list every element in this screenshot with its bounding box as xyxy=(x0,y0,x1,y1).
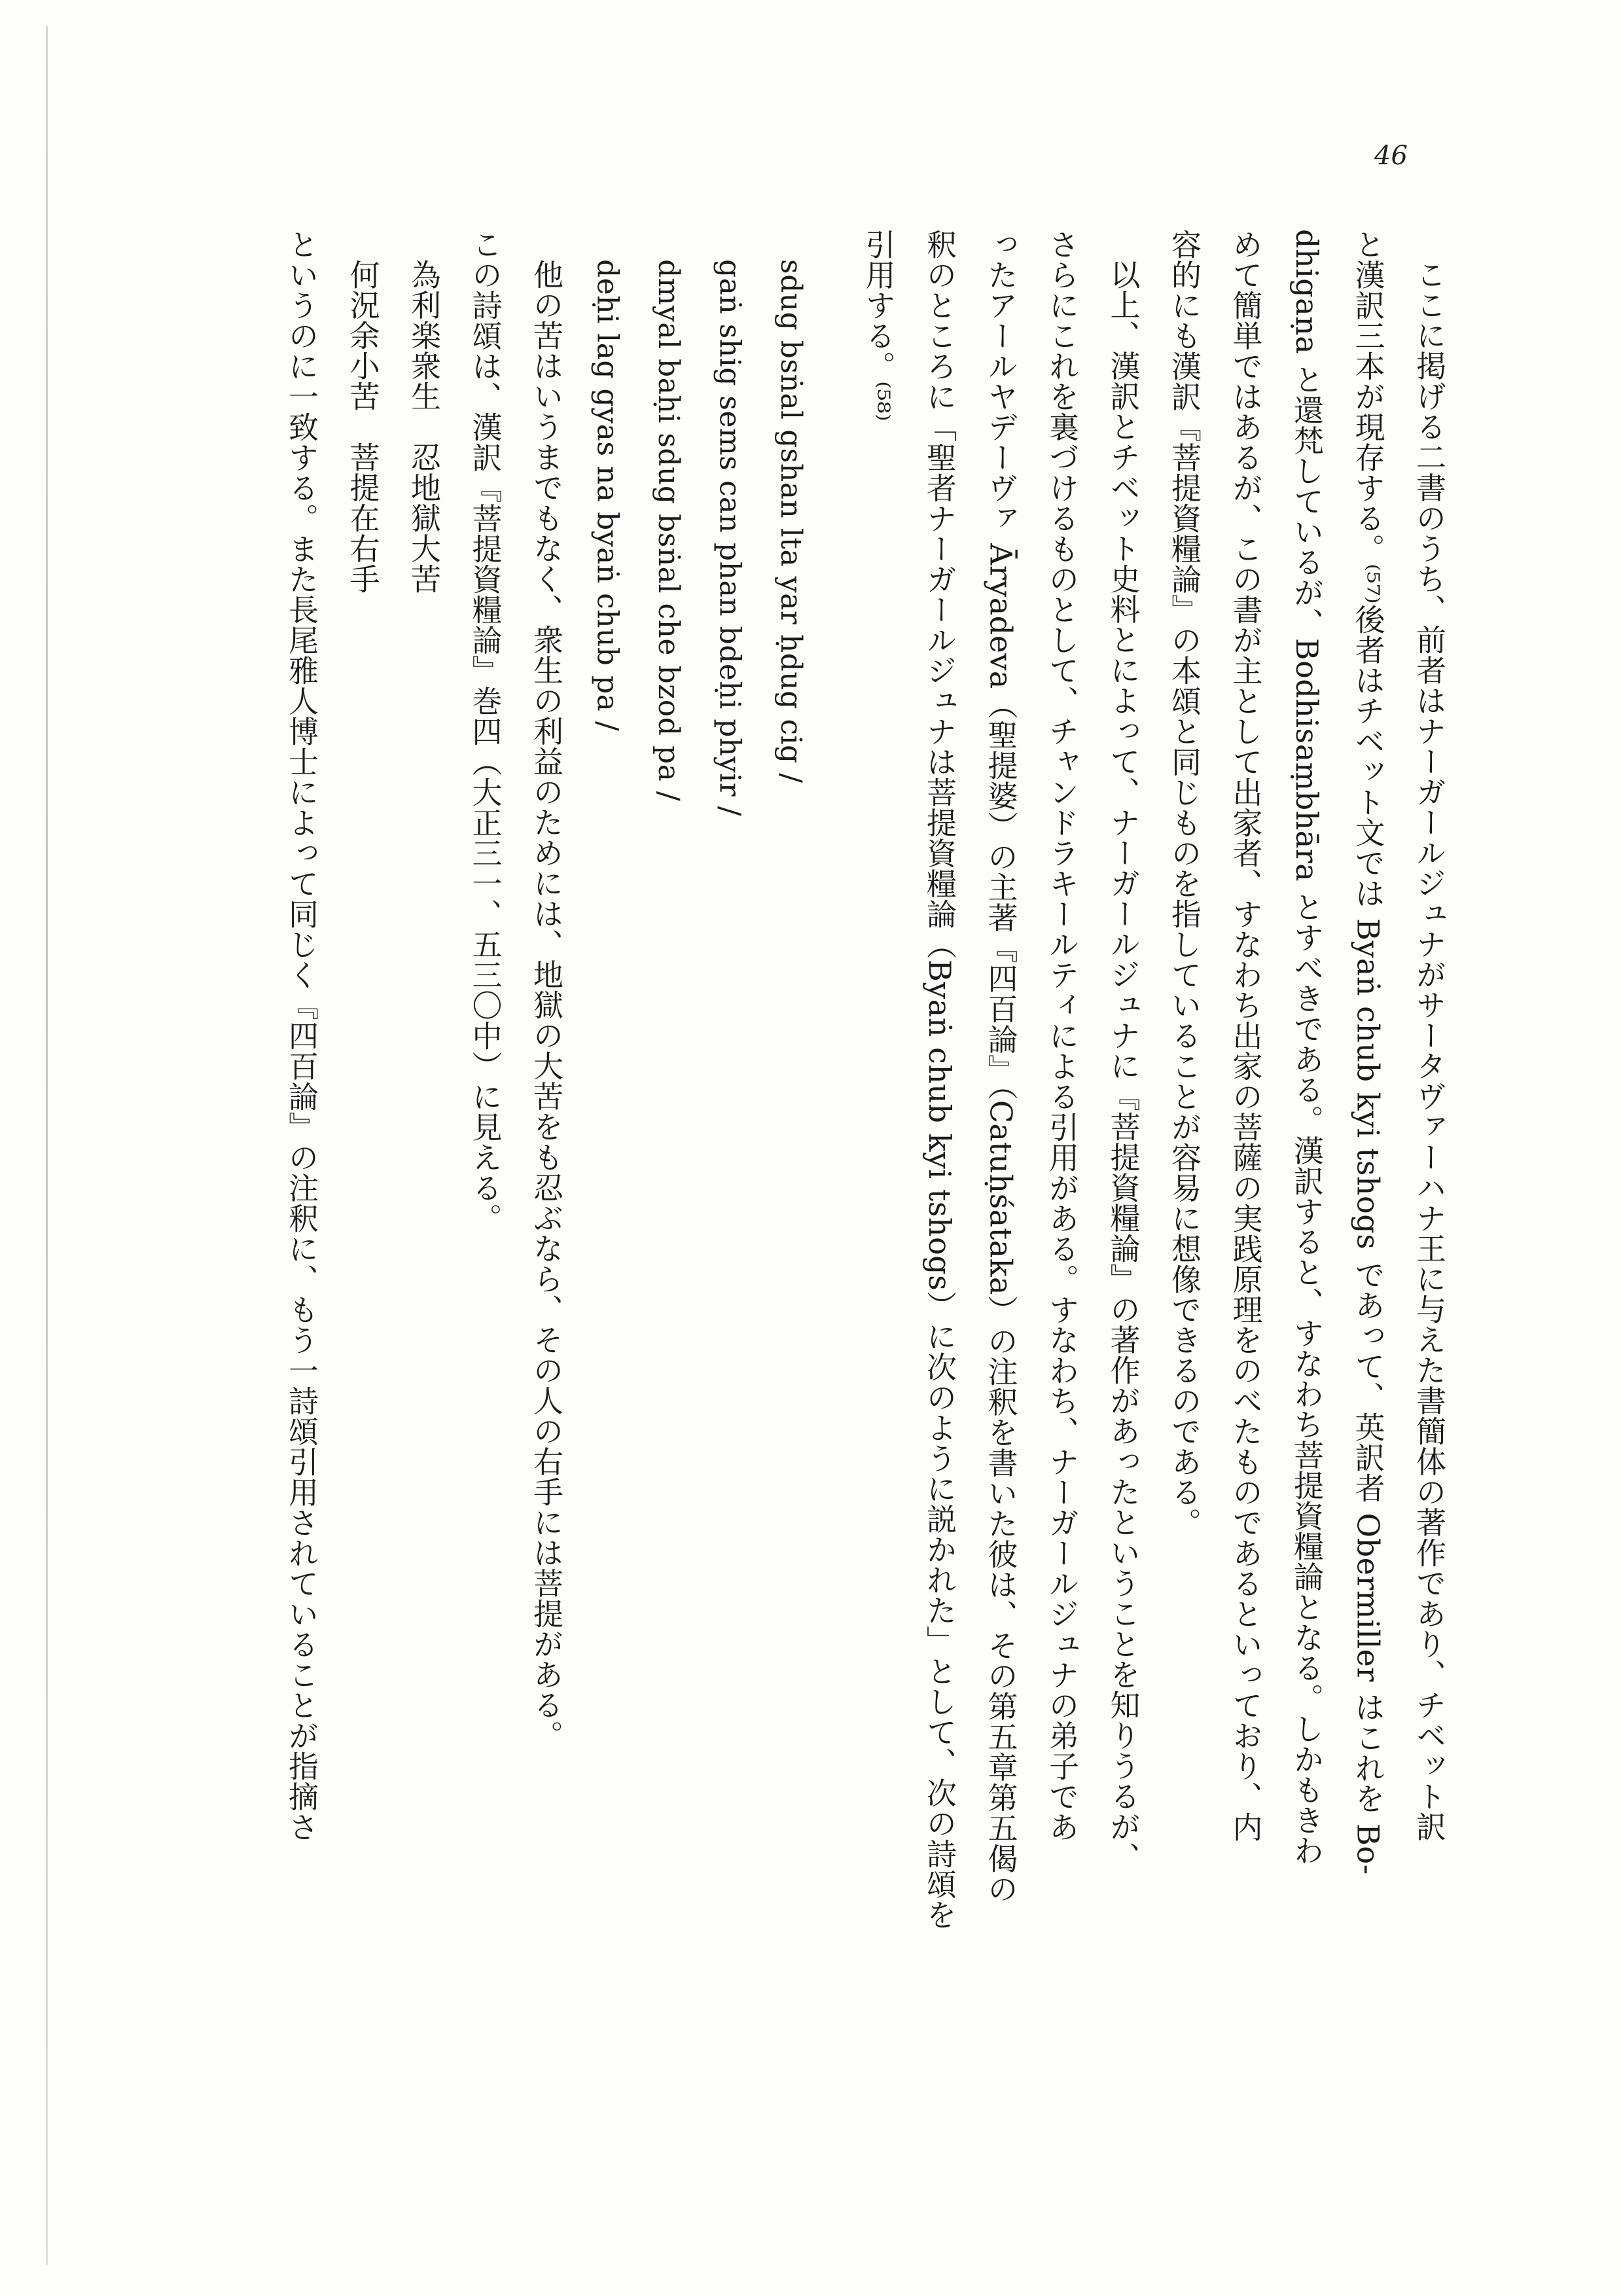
tibetan-verse-line: sdug bsṅal gshan lta yar ḥdug cig / xyxy=(774,259,808,783)
verse-spacer xyxy=(821,229,847,2127)
body-text xyxy=(151,229,1459,2127)
tibetan-verse-line: deḥi lag gyas na byaṅ chub pa / xyxy=(590,259,624,732)
text-line: 釈のところに「聖者ナーガールジュナは菩提資糧論（Byaṅ chub kyi tshogs）に次のように説かれた」として、次の詩頌を xyxy=(922,229,957,1930)
text-line: この詩頌は、漢訳『菩提資糧論』巻四（大正三一、五三〇中）に見える。 xyxy=(467,229,503,1234)
chinese-verse-line: 何況余小苦 菩提在右手 xyxy=(345,259,381,594)
text-line: 以上、漢訳とチベット史料とによって、ナーガールジュナに『菩提資糧論』の著作があったということを知りうるが、 xyxy=(1105,259,1141,1873)
text-line: ここに掲げる二書のうち、前者はナーガールジュナがサータヴァーハナ王に与えた書簡体の著作であり、チベット訳 xyxy=(1412,259,1447,1842)
text-line: ったアールヤデーヴァ Āryadeva（聖提婆）の主著『四百論』（Catuḥśataka）の注釈を書いた彼は、その第五章第五偈の xyxy=(983,229,1019,1904)
page-number: 46 xyxy=(1374,141,1408,171)
text-line: というのに一致する。また長尾雅人博士によって同じく『四百論』の注釈に、もう一詩頌引用されていることが指摘さ xyxy=(284,229,319,1842)
tibetan-verse-line: gaṅ shig sems can phan bdeḥi phyir / xyxy=(713,259,747,817)
text-line: さらにこれを裏づけるものとして、チャンドラキールティによる引用がある。すなわち、ナーガールジュナの弟子であ xyxy=(1044,229,1080,1842)
text-line: 容的にも漢訳『菩提資糧論』の本頌と同じものを指していることが容易に想像できるのである。 xyxy=(1167,229,1202,1538)
tibetan-verse-line: dmyal baḥi sdug bsṅal che bzod pa / xyxy=(652,259,685,802)
scan-edge-shadow xyxy=(46,26,48,2265)
text-line: と漢訳三本が現存する。⁽⁵⁷⁾後者はチベット文では Byaṅ chub kyi tshogs であって、英訳者 Obermiller はこれを Bo- xyxy=(1350,229,1386,1875)
text-line: dhigaṇa と還梵しているが、Bodhisaṃbhāra とすべきである。漢訳すると、すなわち菩提資糧論となる。しかもきわ xyxy=(1289,229,1325,1866)
text-line: 他の苦はいうまでもなく、衆生の利益のためには、地獄の大苦をも忍ぶなら、その人の右手には菩提がある。 xyxy=(529,259,564,1751)
chinese-verse-line: 為利楽衆生 忍地獄大苦 xyxy=(406,259,442,594)
text-line: めて簡単ではあるが、この書が主として出家者、すなわち出家の菩薩の実践原理をのべたものであるといっており、内 xyxy=(1228,229,1264,1842)
text-line: 引用する。⁽⁵⁸⁾ xyxy=(861,229,897,422)
